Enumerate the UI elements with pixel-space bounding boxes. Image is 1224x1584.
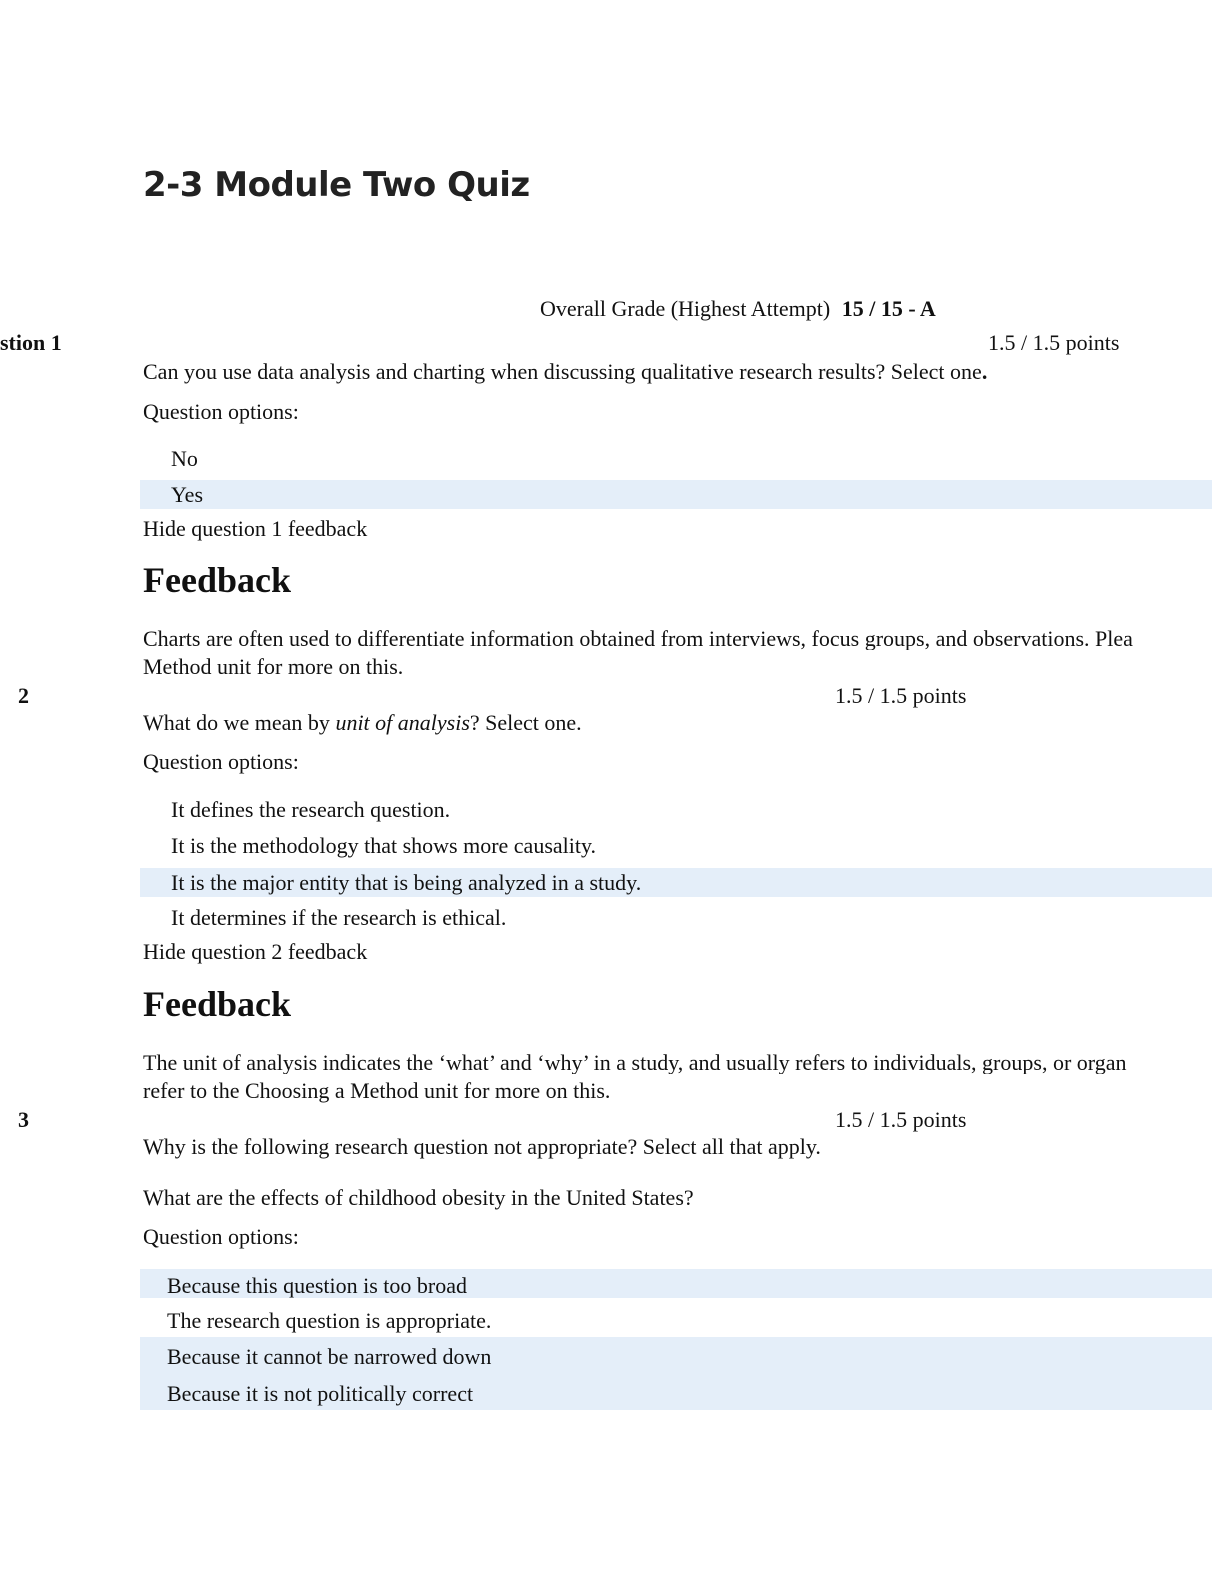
- question-1-option-2-highlight: [140, 480, 1212, 509]
- question-1-number: stion 1: [0, 330, 62, 355]
- hide-question-1-feedback-link[interactable]: Hide question 1 feedback: [143, 516, 368, 541]
- question-3-option-3[interactable]: Because it cannot be narrowed down: [167, 1344, 492, 1369]
- question-2-prompt-pre: What do we mean by: [143, 710, 336, 735]
- overall-grade: [540, 298, 936, 320]
- question-3-prompt: Why is the following research question not appropriate? Select all that apply.: [143, 1134, 821, 1159]
- question-1-feedback-line-1: Charts are often used to differentiate information obtained from interviews, focus groups, and observations. Plea: [143, 628, 1133, 650]
- question-2-points: 1.5 / 1.5 points: [835, 683, 967, 708]
- question-1-option-2[interactable]: Yes: [171, 482, 204, 507]
- question-3-sub-prompt: What are the effects of childhood obesity in the United States?: [143, 1185, 694, 1210]
- question-1-prompt-end: .: [981, 359, 988, 384]
- overall-grade-label: Overall Grade (Highest Attempt): [540, 296, 831, 321]
- question-1-feedback-heading: Feedback: [143, 560, 291, 600]
- question-3-option-2[interactable]: The research question is appropriate.: [167, 1308, 492, 1333]
- question-2-options-label: Question options:: [143, 749, 299, 774]
- question-2-feedback-heading: Feedback: [143, 984, 291, 1024]
- question-2-option-4[interactable]: It determines if the research is ethical.: [171, 905, 507, 930]
- hide-question-2-feedback-link[interactable]: Hide question 2 feedback: [143, 939, 368, 964]
- question-3-option-1[interactable]: Because this question is too broad: [167, 1273, 468, 1298]
- question-1-prompt: [143, 361, 987, 383]
- question-3-option-4[interactable]: Because it is not politically correct: [167, 1381, 474, 1406]
- question-1-feedback-line-2: Method unit for more on this.: [143, 654, 404, 679]
- question-2-option-1[interactable]: It defines the research question.: [171, 797, 451, 822]
- page-title: 2-3 Module Two Quiz: [143, 165, 530, 205]
- question-1-points: 1.5 / 1.5 points: [988, 330, 1120, 355]
- question-2-prompt: [143, 712, 582, 734]
- question-2-feedback-line-2: refer to the Choosing a Method unit for more on this.: [143, 1078, 611, 1103]
- question-3-points: 1.5 / 1.5 points: [835, 1107, 967, 1132]
- question-2-option-2[interactable]: It is the methodology that shows more causality.: [171, 833, 597, 858]
- question-1-options-label: Question options:: [143, 399, 299, 424]
- question-1-prompt-text: Can you use data analysis and charting when discussing qualitative research results? Select one: [143, 359, 982, 384]
- question-2-prompt-post: ? Select one.: [469, 710, 582, 735]
- question-1-option-1[interactable]: No: [171, 446, 198, 471]
- question-2-prompt-term: unit of analysis: [335, 710, 470, 735]
- question-2-option-3[interactable]: It is the major entity that is being analyzed in a study.: [171, 870, 642, 895]
- overall-grade-value: 15 / 15 - A: [841, 296, 936, 321]
- question-2-number: 2: [18, 683, 29, 708]
- question-3-options-label: Question options:: [143, 1224, 299, 1249]
- question-2-feedback-line-1: The unit of analysis indicates the ‘what’ and ‘why’ in a study, and usually refers to individuals, groups, or organ: [143, 1052, 1127, 1074]
- question-3-number: 3: [18, 1107, 29, 1132]
